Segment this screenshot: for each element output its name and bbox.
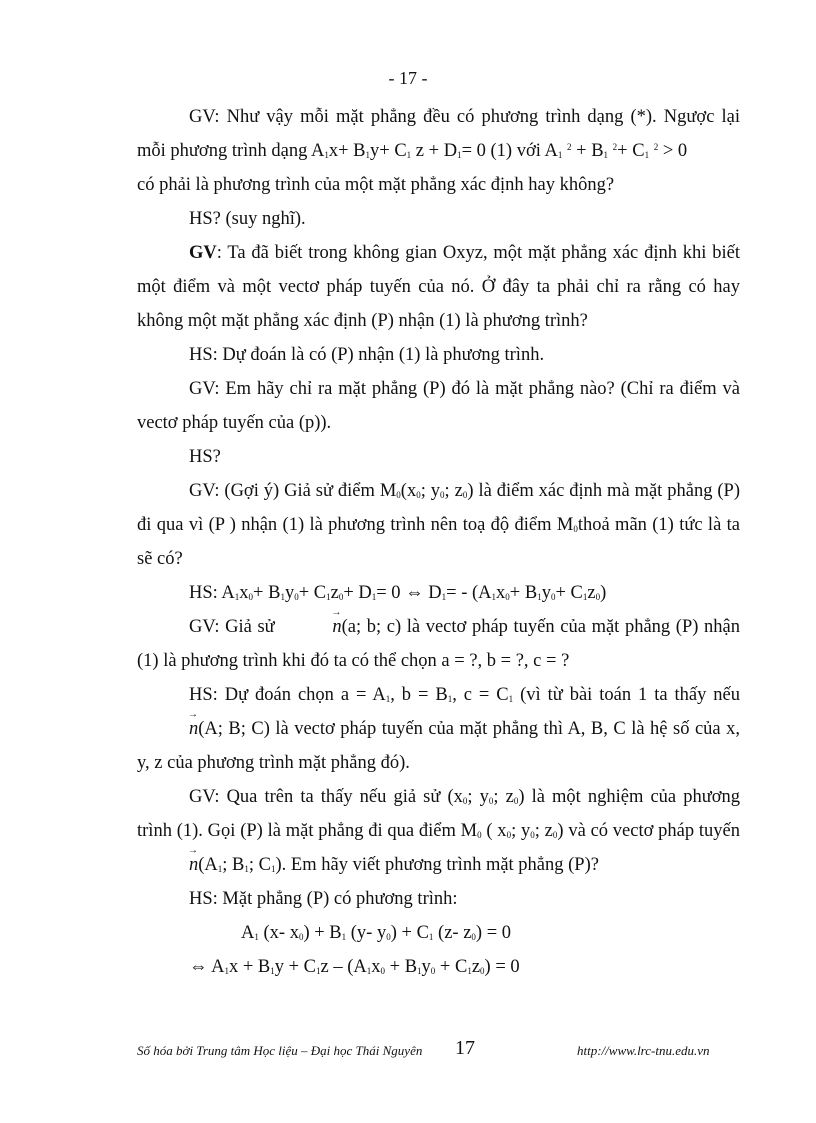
paragraph-gv-hint: GV: (Gợi ý) Giả sử điểm $M_0(x_0$; $y_0$; $z_0$) là điểm xác định mà mặt phẳng (P) đi qua vì (P ) nhận (1) là phương trình nên toạ độ điểm $M_0thoả$ mãn (1) tức là ta sẽ có? — [137, 481, 740, 569]
paragraph-hs-question: HS? — [189, 447, 221, 467]
paragraph-gv-show: GV: Em hãy chỉ ra mặt phẳng (P) đó là mặt phẳng nào? (Chỉ ra điểm và vectơ pháp tuyến của (p)). — [137, 379, 740, 433]
paragraph-1-cont: có phải là phương trình của một mặt phẳng xác định hay không? — [137, 175, 615, 195]
footer-url: http://www.lrc-tnu.edu.vn — [577, 1043, 710, 1058]
paragraph-hs-plane: HS: Mặt phẳng (P) có phương trình: — [189, 889, 458, 909]
paragraph-hs-choose: HS: Dự đoán chọn $a = A_1$, $b = B_1$, $c = C_1$ (vì từ bài toán 1 ta thấy nếu → n(A; B; C) là vectơ pháp tuyến của mặt phẳng thì A, B, C là hệ số của x, y, z của phương trình mặt phẳng đó). — [137, 678, 740, 780]
document-body — [137, 100, 740, 984]
paragraph-hs-predict: HS: Dự đoán là có (P) nhận (1) là phương trình. — [189, 345, 545, 365]
footer-page-number: 17 — [455, 1037, 475, 1059]
page-footer — [137, 1037, 747, 1067]
equation-line-2: ⇔ $A_1x + B_1y + C_1z - (A_1x_0 + B_1y_0 + C_1z_0) = 0$ — [189, 957, 520, 977]
paragraph-gv-known: GV: Ta đã biết trong không gian Oxyz, một mặt phẳng xác định khi biết một điểm và một vectơ pháp tuyến của nó. Ở đây ta phải chỉ ra rằng có hay không một mặt phẳng xác định (P) nhận (1) là phương trình? — [137, 243, 740, 331]
page-header-number: - 17 - — [388, 68, 428, 88]
vector-n-symbol: → n — [137, 712, 198, 746]
vector-n-symbol: → n — [137, 848, 198, 882]
equation-line-1: $A_1$ (x- $x_0) + B_1$ (y- $y_0) + C_1$ (z- $z_0) = 0$ — [241, 923, 512, 943]
vector-n-symbol: → n — [280, 610, 341, 644]
paragraph-gv-normal: GV: Giả sử → n(a; b; c) là vectơ pháp tuyến của mặt phẳng (P) nhận (1) là phương trình khi đó ta có thể chọn a = ?, b = ?, c = ? — [137, 610, 740, 678]
paragraph-hs-think: HS? (suy nghĩ). — [189, 209, 306, 229]
paragraph-gv-solution: GV: Qua trên ta thấy nếu giả sử ($x_0$; $y_0$; $z_0$) là một nghiệm của phương trình (1). Gọi (P) là mặt phẳng đi qua điểm $M_0$ ( $x_0$; $y_0$; $z_0$) và có vectơ pháp tuyến → $n(A_1$; $B_1$; $C_1$). Em hãy viết phương trình mặt phẳng (P)? — [137, 780, 740, 882]
footer-credit: Số hóa bởi Trung tâm Học liệu – Đại học Thái Nguyên — [137, 1043, 423, 1058]
paragraph-1: GV: Như vậy mỗi mặt phẳng đều có phương trình dạng (*). Ngược lại mỗi phương trình dạng $A_1x+ B_1y+ C_1$ $z + D_1= 0$ (1) với $A_1$ $^2 + B_1$ $^2+ C_1$ $^2$ > 0 — [137, 107, 740, 161]
paragraph-hs-equation: HS: $A_1x_0+ B_1y_0+ C_1z_0+ D_1= 0$ ⇔ $D_1= - (A_1x_0+ B_1y_0+ C_1z_0)$ — [189, 583, 607, 603]
